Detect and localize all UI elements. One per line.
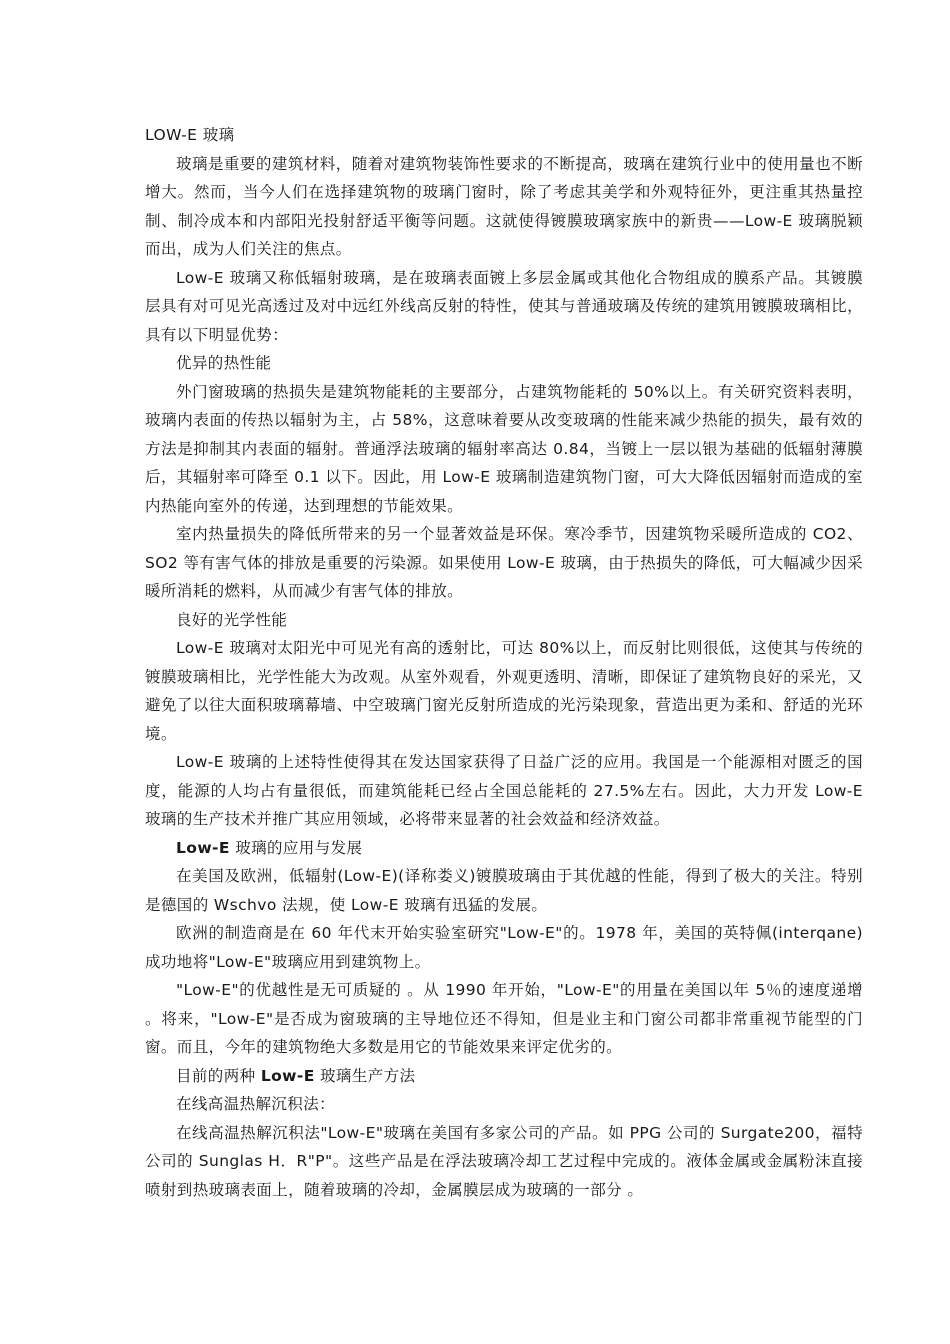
paragraph-us-europe: 在美国及欧洲，低辐射(Low-E)(译称娄义)镀膜玻璃由于其优越的性能，得到了极大的关注。特别是德国的 Wschvo 法规，使 Low-E 玻璃有迅猛的发展。: [145, 867, 863, 914]
subheading-production-bold: Low-E: [260, 1066, 315, 1085]
paragraph-intro: 玻璃是重要的建筑材料，随着对建筑物装饰性要求的不断提高，玻璃在建筑行业中的使用量也不断增大。然而，当今人们在选择建筑物的玻璃门窗时，除了考虑其美学和外观特征外，更注重其热量控制、制冷成本和内部阳光投射舒适平衡等问题。这就使得镀膜玻璃家族中的新贵——Low-E 玻璃脱颖而出，成为人们关注的焦点。: [145, 154, 863, 258]
paragraph-environment: 室内热量损失的降低所带来的另一个显著效益是环保。寒冷季节，因建筑物采暖所造成的 CO2、SO2 等有害气体的排放是重要的污染源。如果使用 Low-E 玻璃，由于热损失的降低，可大幅减少因采暖所消耗的燃料，从而减少有害气体的排放。: [145, 525, 863, 600]
paragraph-history: 欧洲的制造商是在 60 年代末开始实验室研究"Low-E"的。1978 年，美国的英特佩(interqane)成功地将"Low-E"玻璃应用到建筑物上。: [145, 924, 863, 971]
subheading-application-rest: 玻璃的应用与发展: [229, 838, 363, 857]
paragraph-thermal: 外门窗玻璃的热损失是建筑物能耗的主要部分，占建筑物能耗的 50%以上。有关研究资料表明，玻璃内表面的传热以辐射为主，占 58%，这意味着要从改变玻璃的性能来减少热能的损失，最有效的方法是抑制其内表面的辐射。普通浮法玻璃的辐射率高达 0.84，当镀上一层以银为基础的低辐射薄膜后，其辐射率可降至 0.1 以下。因此，用 Low-E 玻璃制造建筑物门窗，可大大降低因辐射而造成的室内热能向室外的传递，达到理想的节能效果。: [145, 382, 863, 515]
subheading-pyrolytic: 在线高温热解沉积法：: [176, 1095, 336, 1113]
subheading-production-post: 玻璃生产方法: [314, 1066, 416, 1085]
subheading-production-pre: 目前的两种: [176, 1066, 261, 1085]
paragraph-advantages: "Low-E"的优越性是无可质疑的 。从 1990 年开始，"Low-E"的用量在美国以年 5％的速度递增 。将来，"Low-E"是否成为窗玻璃的主导地位还不得知，但是业主和门窗公司都非常重视节能型的门窗。而且，今年的建筑物绝大多数是用它的节能效果来评定优劣的。: [145, 981, 863, 1056]
subheading-optical: 良好的光学性能: [176, 610, 288, 629]
subheading-application: [145, 834, 863, 863]
document-page: [145, 121, 863, 1204]
document-title: LOW-E 玻璃: [145, 126, 235, 144]
subheading-thermal: 优异的热性能: [176, 354, 272, 372]
paragraph-optical: Low-E 玻璃对太阳光中可见光有高的透射比，可达 80%以上，而反射比则很低，这使其与传统的镀膜玻璃相比，光学性能大为改观。从室外观看，外观更透明、清晰，即保证了建筑物良好的采光，又避免了以往大面积玻璃幕墙、中空玻璃门窗光反射所造成的光污染现象，营造出更为柔和、舒适的光环境。: [145, 639, 863, 743]
paragraph-definition: Low-E 玻璃又称低辐射玻璃，是在玻璃表面镀上多层金属或其他化合物组成的膜系产品。其镀膜层具有对可见光高透过及对中远红外线高反射的特性，使其与普通玻璃及传统的建筑用镀膜玻璃相比，具有以下明显优势：: [145, 268, 863, 344]
subheading-production: [145, 1062, 863, 1091]
subheading-application-bold: Low-E: [176, 838, 230, 857]
paragraph-china-energy: Low-E 玻璃的上述特性使得其在发达国家获得了日益广泛的应用。我国是一个能源相对匮乏的国度，能源的人均占有量很低，而建筑能耗已经占全国总能耗的 27.5%左右。因此，大力开发 Low-E 玻璃的生产技术并推广其应用领域，必将带来显著的社会效益和经济效益。: [145, 753, 863, 828]
paragraph-pyrolytic: 在线高温热解沉积法"Low-E"玻璃在美国有多家公司的产品。如 PPG 公司的 Surgate200，福特公司的 Sunglas H．R"P"。这些产品是在浮法玻璃冷却工艺过程中完成的。液体金属或金属粉沫直接喷射到热玻璃表面上，随着玻璃的冷却，金属膜层成为玻璃的一部分 。: [145, 1123, 863, 1199]
